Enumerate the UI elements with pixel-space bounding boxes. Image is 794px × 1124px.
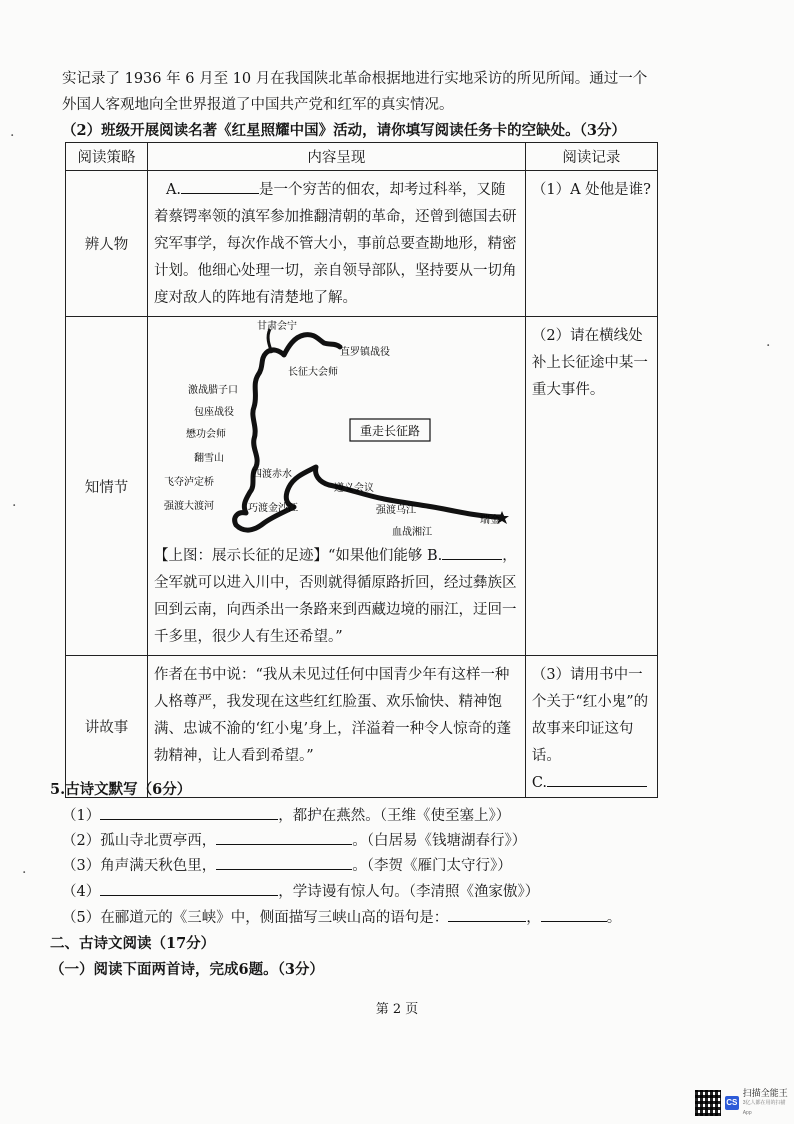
poem-text-after: 。 bbox=[606, 910, 622, 926]
long-march-map-svg bbox=[154, 317, 520, 543]
page-number: 第 2 页 bbox=[375, 1002, 419, 1017]
strategy-story: 讲故事 bbox=[66, 656, 148, 798]
item-number: （4） bbox=[62, 884, 101, 900]
question-5-title: 5.古诗文默写（6分） bbox=[50, 781, 192, 798]
item-number: （2） bbox=[62, 833, 101, 849]
map-label-wujiang: 强渡乌江 bbox=[375, 505, 416, 516]
camscanner-text bbox=[743, 1088, 794, 1118]
map-title: 重走长征路 bbox=[359, 424, 420, 438]
map-label-zhiluozhen: 直罗镇战役 bbox=[339, 347, 390, 358]
strategy-plot: 知情节 bbox=[66, 317, 148, 656]
map-caption: 【上图：展示长征的足迹】 bbox=[153, 548, 328, 564]
poem-item-5 bbox=[62, 906, 621, 927]
blank-b[interactable] bbox=[442, 545, 502, 560]
scanner-badge bbox=[695, 1088, 794, 1118]
intro-paragraph bbox=[62, 66, 742, 118]
poem-text-before: 角声满天秋色里， bbox=[100, 858, 217, 874]
blank-c[interactable] bbox=[547, 772, 647, 787]
card-row-story bbox=[66, 656, 658, 798]
content-story: 作者在书中说：“我从未见过任何中国青少年有这样一种人格尊严，我发现在这些红红脸蛋、欢乐愉快、精神饱满、忠诚不渝的‘红小鬼’身上，洋溢着一种令人惊奇的蓬勃精神，让人看到希望。” bbox=[147, 656, 525, 798]
map-label-chishui: 四渡赤水 bbox=[251, 469, 292, 480]
poem-item-1 bbox=[62, 804, 510, 825]
plot-quote bbox=[154, 543, 519, 651]
map-label-xiangjiang: 血战湘江 bbox=[391, 527, 432, 538]
poem-text-after: ，学诗谩有惊人句。（李清照《渔家傲》） bbox=[278, 884, 540, 900]
camscanner-tagline: 3亿人都在用的扫描App bbox=[742, 1100, 786, 1116]
poem-blank[interactable] bbox=[216, 830, 352, 845]
header-content: 内容呈现 bbox=[147, 143, 525, 171]
blank-c-label: C. bbox=[531, 775, 548, 791]
answer-c-line bbox=[532, 770, 651, 797]
margin-mark: · bbox=[10, 128, 15, 144]
quote-rest: ，全军就可以进入川中，否则就得循原路折回，经过彝族区回到云南，向西杀出一条路来到西藏边境的丽江，迂回一千多里，很少人有生还希望。” bbox=[153, 548, 517, 645]
item-number: （5） bbox=[62, 910, 101, 926]
poem-text-before: 在郦道元的《三峡》中，侧面描写三峡山高的语句是： bbox=[100, 910, 449, 926]
item-number: （3） bbox=[62, 858, 101, 874]
camscanner-logo-icon: CS bbox=[725, 1096, 739, 1110]
header-strategy: 阅读策略 bbox=[66, 143, 148, 171]
map-label-huining: 甘肃会宁 bbox=[256, 321, 297, 332]
map-label-ruijin: 瑞金 bbox=[479, 515, 500, 526]
map-label-jinshajiang: 巧渡金沙江 bbox=[247, 503, 298, 514]
map-label-daduhe: 强渡大渡河 bbox=[163, 501, 214, 512]
poem-blank[interactable] bbox=[216, 855, 352, 870]
qr-code-icon bbox=[695, 1090, 721, 1116]
map-label-luding: 飞夺泸定桥 bbox=[163, 477, 214, 488]
item-number: （1） bbox=[62, 808, 101, 824]
content-person-text: 是一个穷苦的佃农，却考过科举，又随着蔡锷率领的滇军参加推翻清朝的革命，还曾到德国去研究军事学，每次作战不管大小，事前总要查勘地形，精密计划。他细心处理一切，亲自领导部队，坚持要从一切角度对敌人的阵地有清楚地了解。 bbox=[153, 182, 517, 306]
poem-blank[interactable] bbox=[448, 907, 526, 922]
poem-blank[interactable] bbox=[100, 881, 278, 896]
long-march-map bbox=[154, 317, 519, 543]
blank-a[interactable] bbox=[181, 179, 259, 194]
strategy-identify-person: 辨人物 bbox=[66, 171, 148, 317]
section-2-title: 二、古诗文阅读（17分） bbox=[50, 935, 216, 952]
poem-text-before: 孤山寺北贾亭西， bbox=[100, 833, 217, 849]
poem-item-3 bbox=[62, 854, 512, 875]
poem-blank[interactable] bbox=[541, 907, 607, 922]
margin-mark: · bbox=[12, 498, 17, 514]
map-label-maogong: 懋功会师 bbox=[185, 429, 226, 440]
question-2-prompt: （2）班级开展阅读名著《红星照耀中国》活动，请你填写阅读任务卡的空缺处。（3分） bbox=[62, 122, 626, 139]
margin-mark: · bbox=[22, 865, 27, 881]
map-label-baozuo: 包座战役 bbox=[193, 407, 234, 418]
card-header-row bbox=[66, 143, 658, 171]
content-plot bbox=[147, 317, 525, 656]
poem-text-after: 。（白居易《钱塘湖春行》） bbox=[352, 833, 527, 849]
poem-item-4 bbox=[62, 880, 539, 901]
map-label-lazikou: 激战腊子口 bbox=[187, 385, 238, 396]
margin-mark: · bbox=[766, 338, 771, 354]
camscanner-name: 扫描全能王 bbox=[742, 1088, 788, 1098]
record-person: （1）A 处他是谁? bbox=[525, 171, 657, 317]
content-person bbox=[147, 171, 525, 317]
poem-blank[interactable] bbox=[100, 805, 278, 820]
record-plot: （2）请在横线处补上长征途中某一重大事件。 bbox=[525, 317, 657, 656]
header-record: 阅读记录 bbox=[525, 143, 657, 171]
section-2-subtitle: （一）阅读下面两首诗，完成6题。（3分） bbox=[50, 961, 324, 978]
record-story bbox=[525, 656, 657, 798]
poem-text-mid: ， bbox=[526, 910, 541, 926]
quote-start: “如果他们能够 B. bbox=[327, 548, 443, 564]
poem-item-2 bbox=[62, 829, 526, 850]
card-row-plot bbox=[66, 317, 658, 656]
poem-text-after: ，都护在燕然。（王维《使至塞上》） bbox=[278, 808, 511, 824]
map-label-xueshan: 翻雪山 bbox=[193, 453, 224, 464]
intro-line-2: 外国人客观地向全世界报道了中国共产党和红军的真实情况。 bbox=[62, 97, 454, 113]
intro-line-1: 实记录了 1936 年 6 月至 10 月在我国陕北革命根据地进行实地采访的所见所闻。通过一个 bbox=[62, 71, 648, 87]
card-row-identify-person bbox=[66, 171, 658, 317]
map-label-huishi: 长征大会师 bbox=[287, 367, 338, 378]
record-story-prompt: （3）请用书中一个关于“红小鬼”的故事来印证这句话。 bbox=[531, 667, 649, 764]
reading-task-card bbox=[65, 142, 658, 798]
map-label-zunyi: 遵义会议 bbox=[333, 483, 374, 494]
blank-a-label: A. bbox=[165, 182, 182, 198]
poem-text-after: 。（李贺《雁门太守行》） bbox=[352, 858, 512, 874]
